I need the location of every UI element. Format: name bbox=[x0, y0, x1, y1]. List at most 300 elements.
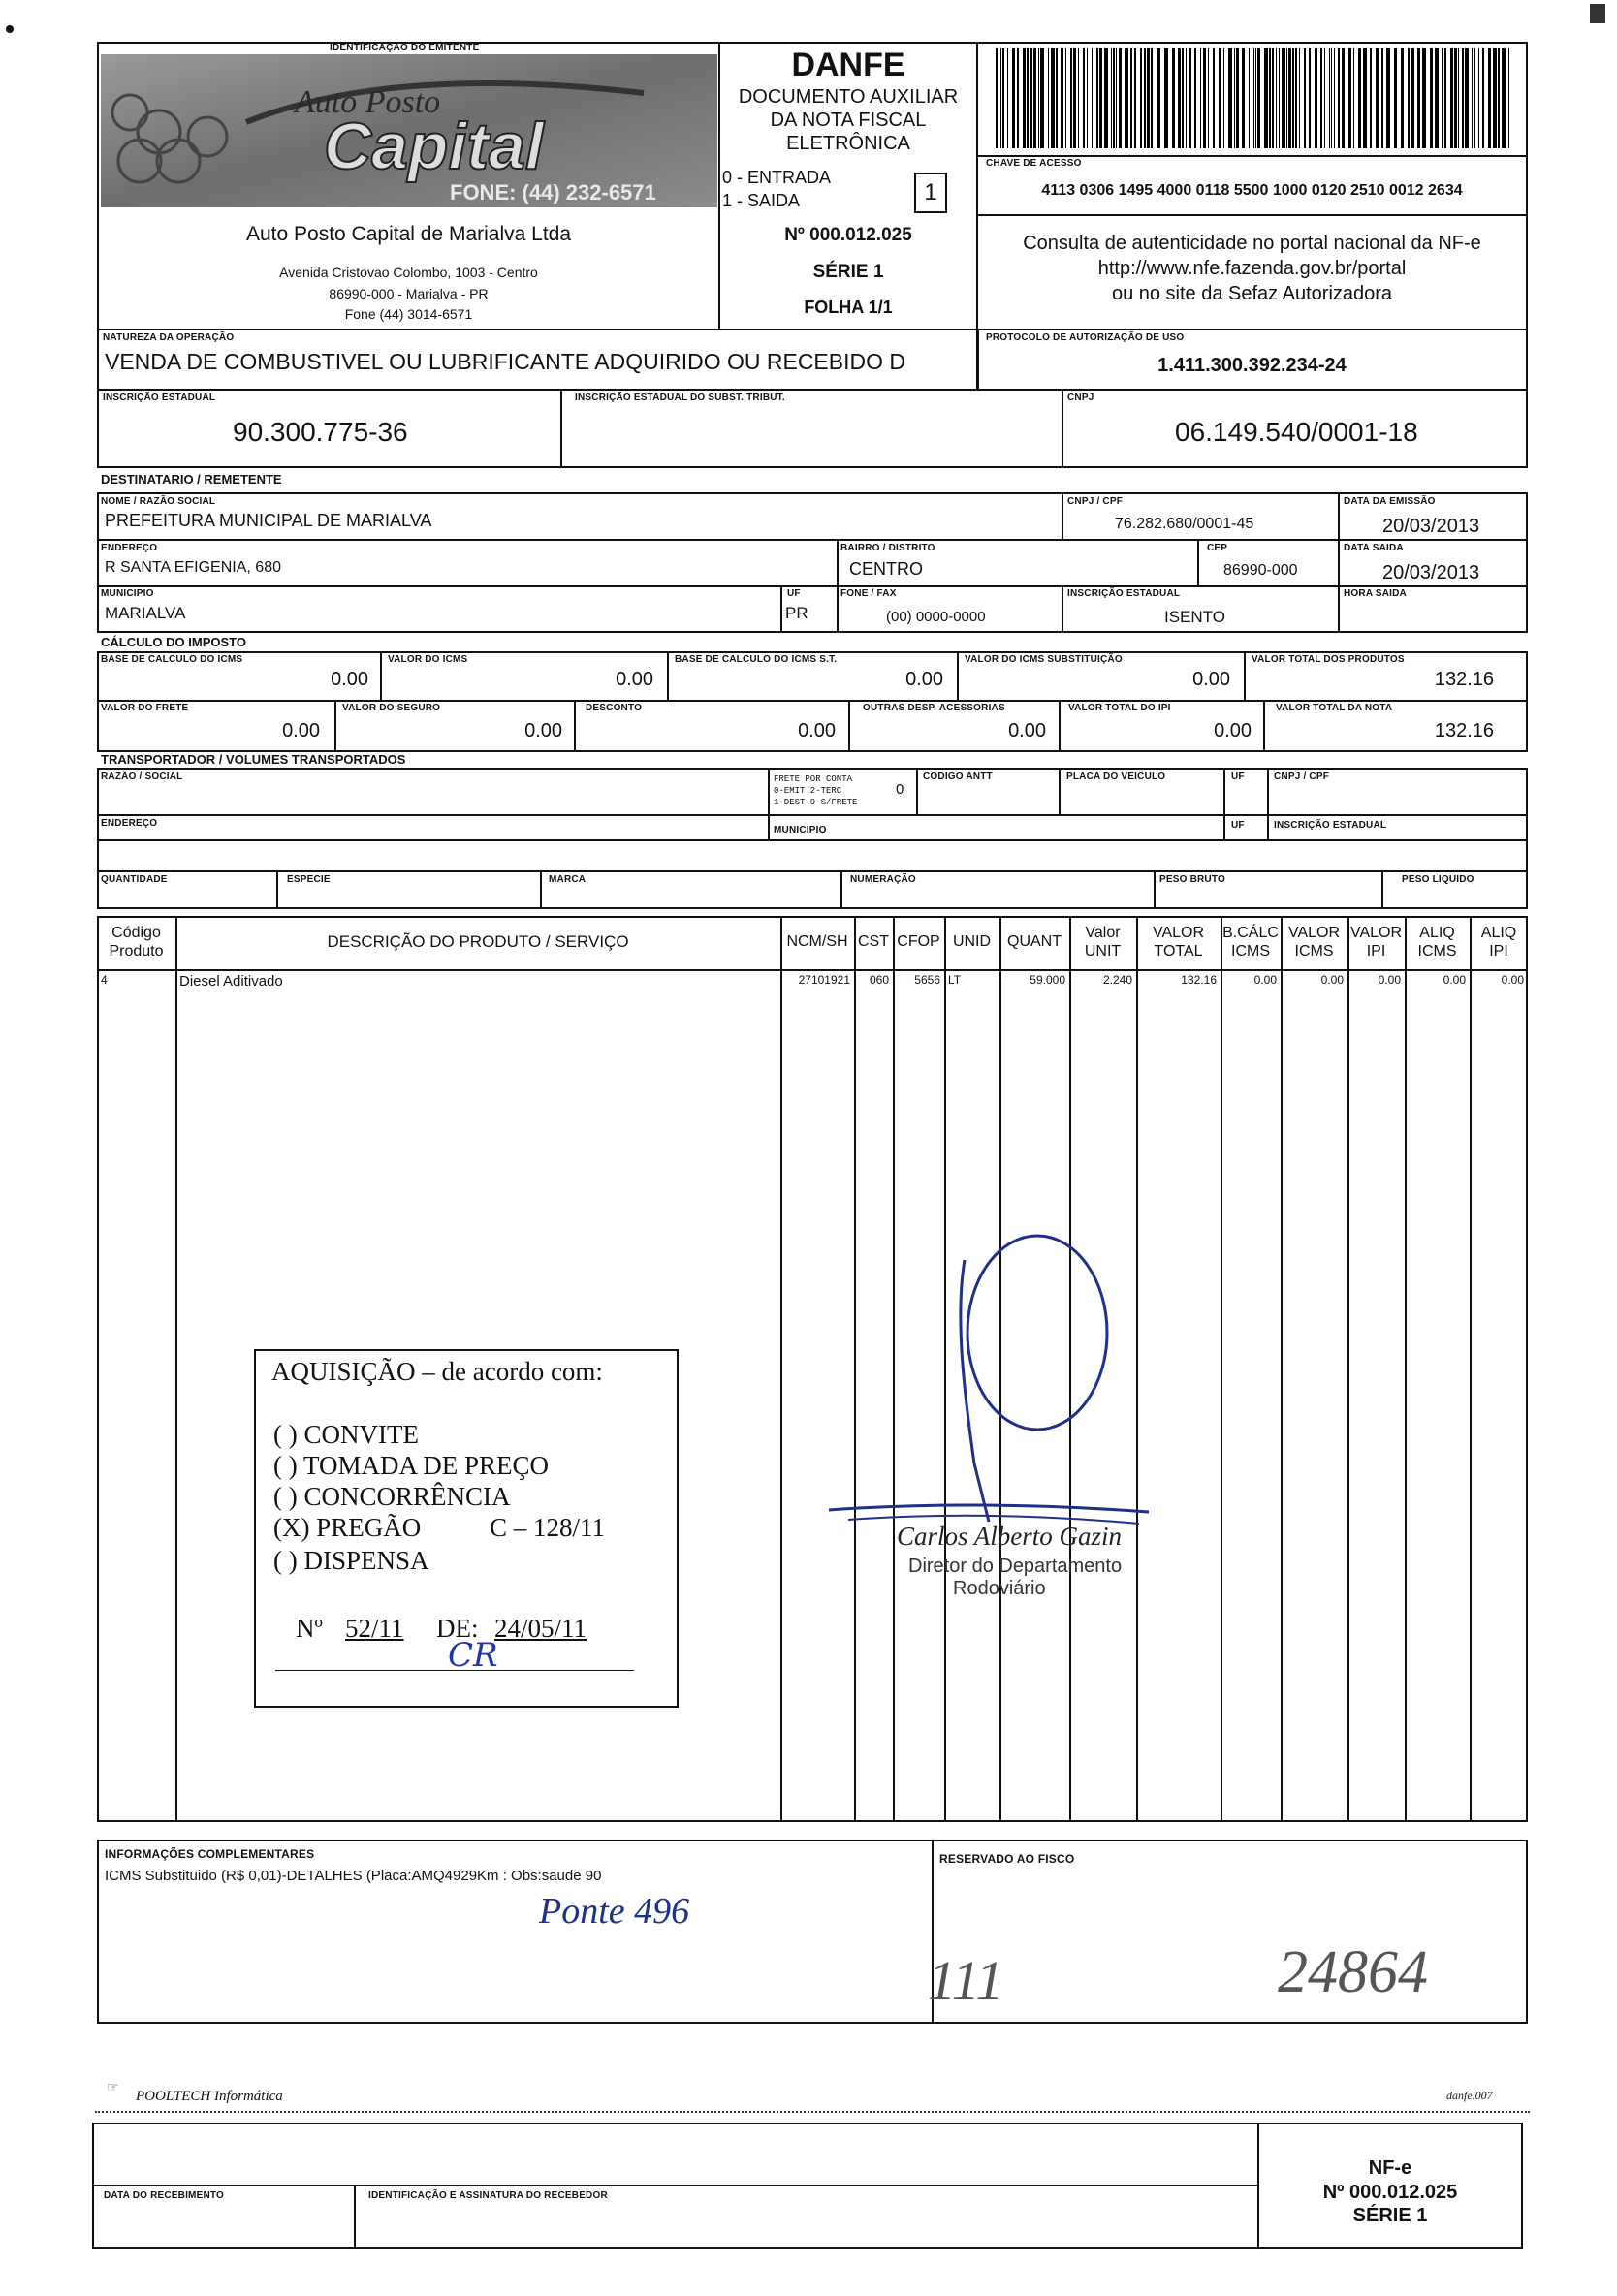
barcode-bar bbox=[1228, 48, 1232, 148]
especie-label: ESPECIE bbox=[287, 874, 331, 885]
dest-municipio-label: MUNICIPIO bbox=[101, 588, 154, 599]
barcode-bar bbox=[1125, 48, 1128, 148]
barcode-bar bbox=[1299, 48, 1300, 148]
dest-row-sep-1 bbox=[97, 539, 1528, 541]
transp-row-sep-1 bbox=[97, 814, 1528, 816]
seguro-label: VALOR DO SEGURO bbox=[342, 703, 441, 713]
dest-ie: ISENTO bbox=[1164, 608, 1225, 626]
protocolo-label: PROTOCOLO DE AUTORIZAÇÃO DE USO bbox=[986, 332, 1185, 343]
fisco-label: RESERVADO AO FISCO bbox=[939, 1852, 1075, 1866]
assinatura-label: IDENTIFICAÇÃO E ASSINATURA DO RECEBEDOR bbox=[368, 2190, 608, 2201]
consulta-line1: Consulta de autenticidade no portal nacional da NF-e bbox=[1023, 233, 1481, 254]
barcode-bar bbox=[1272, 48, 1274, 148]
stamp-pregao-ref: C – 128/11 bbox=[490, 1513, 606, 1542]
stamp-tomada: ( ) TOMADA DE PREÇO bbox=[273, 1451, 550, 1480]
ipi-label: VALOR TOTAL DO IPI bbox=[1068, 703, 1171, 713]
produtos-cell: 0.00 bbox=[1501, 973, 1524, 987]
produtos-col-header: ALIQ IPI bbox=[1480, 925, 1517, 959]
barcode-bar bbox=[1288, 48, 1291, 148]
recibo-numero: Nº 000.012.025 bbox=[1322, 2182, 1458, 2203]
software-logo-icon: ☞ bbox=[107, 2079, 119, 2094]
dest-uf: PR bbox=[785, 604, 808, 622]
company-logo bbox=[101, 54, 717, 207]
produtos-cell: 060 bbox=[869, 973, 889, 987]
stamp-title: AQUISIÇÃO – de acordo com: bbox=[271, 1357, 603, 1386]
emitente-label: IDENTIFICAÇÃO DO EMITENTE bbox=[330, 43, 480, 53]
dest-bairro: CENTRO bbox=[849, 559, 923, 579]
barcode-bar bbox=[1338, 48, 1340, 148]
barcode-bar bbox=[1178, 48, 1181, 148]
produtos-col-header: VALOR IPI bbox=[1349, 925, 1403, 959]
barcode-bar bbox=[1458, 48, 1459, 148]
dest-sep-r1b bbox=[1338, 492, 1340, 633]
barcode-bar bbox=[1111, 48, 1112, 148]
produtos-col-header: DESCRIÇÃO DO PRODUTO / SERVIÇO bbox=[327, 932, 629, 951]
outras-label: OUTRAS DESP. ACESSORIAS bbox=[863, 703, 1005, 713]
stamp-convite: ( ) CONVITE bbox=[273, 1420, 419, 1449]
stamp-numero: 52/11 bbox=[345, 1614, 404, 1643]
barcode-bar bbox=[1113, 48, 1115, 148]
natureza-label: NATUREZA DA OPERAÇÃO bbox=[103, 332, 235, 343]
barcode-bar bbox=[1213, 48, 1215, 148]
barcode-bar bbox=[1172, 48, 1175, 148]
barcode-bar bbox=[1422, 48, 1426, 148]
produtos-col-header: CST bbox=[858, 933, 889, 950]
barcode-bar bbox=[1194, 48, 1196, 148]
recibo-serie: SÉRIE 1 bbox=[1352, 2205, 1428, 2226]
barcode-bar bbox=[1164, 48, 1168, 148]
vol-sep-1 bbox=[276, 870, 278, 909]
transp-row-sep-2 bbox=[97, 839, 1528, 841]
fisco-handwritten-2: 24864 bbox=[1278, 1939, 1428, 2005]
seguro: 0.00 bbox=[524, 720, 562, 741]
recibo-nfe: NF-e bbox=[1368, 2157, 1412, 2179]
barcode-bar bbox=[1329, 48, 1330, 148]
dest-bairro-label: BAIRRO / DISTRITO bbox=[840, 543, 935, 553]
barcode-bar bbox=[1257, 48, 1260, 148]
barcode-bar bbox=[1381, 48, 1383, 148]
barcode-bar bbox=[1309, 48, 1311, 148]
barcode-bar bbox=[996, 48, 998, 148]
dest-saida: 20/03/2013 bbox=[1382, 562, 1480, 583]
base-icms: 0.00 bbox=[331, 669, 368, 690]
chave-divider-1 bbox=[976, 155, 1528, 157]
danfe-folha: FOLHA 1/1 bbox=[804, 298, 893, 317]
dest-nome: PREFEITURA MUNICIPAL DE MARIALVA bbox=[105, 511, 432, 530]
barcode-bar bbox=[1065, 48, 1066, 148]
barcode-bar bbox=[1295, 48, 1297, 148]
barcode-bar bbox=[1376, 48, 1379, 148]
consulta-line3: ou no site da Sefaz Autorizadora bbox=[1111, 283, 1393, 304]
corner-mark-right bbox=[1580, 0, 1617, 35]
transp-razao-label: RAZÃO / SOCIAL bbox=[101, 771, 183, 782]
barcode-bar bbox=[1040, 48, 1044, 148]
barcode-bar bbox=[1189, 48, 1191, 148]
barcode-bar bbox=[1236, 48, 1239, 148]
info-handwritten: Ponte 496 bbox=[539, 1891, 690, 1932]
transp-row-sep-3 bbox=[97, 870, 1528, 872]
form-code: danfe.007 bbox=[1446, 2089, 1493, 2102]
barcode-bar bbox=[1386, 48, 1390, 148]
dest-uf-label: UF bbox=[787, 588, 801, 599]
barcode-bar bbox=[1249, 48, 1250, 148]
emitente-name: Auto Posto Capital de Marialva Ltda bbox=[245, 223, 572, 245]
total-prod-label: VALOR TOTAL DOS PRODUTOS bbox=[1252, 654, 1405, 665]
consulta-line2: http://www.nfe.fazenda.gov.br/portal bbox=[1097, 258, 1407, 279]
barcode-bar bbox=[1478, 48, 1479, 148]
dest-emissao: 20/03/2013 bbox=[1382, 516, 1480, 537]
destinatario-section: DESTINATARIO / REMETENTE bbox=[101, 472, 282, 487]
barcode-bar bbox=[1140, 48, 1142, 148]
marca-label: MARCA bbox=[549, 874, 587, 885]
barcode-bar bbox=[1157, 48, 1160, 148]
produtos-cell: 5656 bbox=[914, 973, 940, 987]
dest-saida-label: DATA SAIDA bbox=[1344, 543, 1404, 553]
danfe-saida: 1 - SAIDA bbox=[722, 191, 801, 210]
produtos-cell: 0.00 bbox=[1320, 973, 1344, 987]
transp-sep-1 bbox=[768, 768, 770, 839]
barcode-bar bbox=[1286, 48, 1287, 148]
barcode-bar bbox=[1130, 48, 1132, 148]
barcode-bar bbox=[1474, 48, 1475, 148]
corner-mark-left bbox=[0, 19, 29, 48]
barcode-bar bbox=[1334, 48, 1335, 148]
barcode-bar bbox=[1208, 48, 1209, 148]
barcode-bar bbox=[1116, 48, 1117, 148]
inscricao-sep-2 bbox=[1062, 389, 1063, 468]
dest-cnpj: 76.282.680/0001-45 bbox=[1115, 516, 1254, 532]
fisco-handwritten-1: 111 bbox=[928, 1949, 1004, 2012]
barcode-bar bbox=[1411, 48, 1414, 148]
barcode-bar bbox=[1442, 48, 1443, 148]
dest-ie-label: INSCRIÇÃO ESTADUAL bbox=[1067, 588, 1181, 599]
dest-cep: 86990-000 bbox=[1223, 562, 1298, 579]
antt-label: CODIGO ANTT bbox=[923, 771, 993, 782]
barcode-bar bbox=[1304, 48, 1306, 148]
barcode-bar bbox=[1320, 48, 1322, 148]
barcode-bar bbox=[1099, 48, 1102, 148]
transportador-section: TRANSPORTADOR / VOLUMES TRANSPORTADOS bbox=[101, 752, 406, 767]
barcode-bar bbox=[1353, 48, 1354, 148]
outras: 0.00 bbox=[1008, 720, 1046, 741]
produtos-cell: Diesel Aditivado bbox=[179, 973, 283, 990]
signature-role1: Diretor do Departamento bbox=[908, 1556, 1123, 1577]
danfe-serie: SÉRIE 1 bbox=[812, 262, 884, 282]
dest-cnpj-label: CNPJ / CPF bbox=[1067, 496, 1124, 507]
info-label: INFORMAÇÕES COMPLEMENTARES bbox=[105, 1847, 315, 1861]
signature-name: Carlos Alberto Gazin bbox=[897, 1522, 1123, 1551]
barcode-bar bbox=[1096, 48, 1098, 148]
signature-drawing bbox=[819, 1221, 1168, 1541]
dest-row-sep-2 bbox=[97, 585, 1528, 587]
barcode-bar bbox=[1030, 48, 1032, 148]
barcode-bar bbox=[1219, 48, 1221, 148]
barcode bbox=[996, 48, 1509, 148]
barcode-bar bbox=[1508, 48, 1509, 148]
produtos-cell: 0.00 bbox=[1443, 973, 1466, 987]
barcode-bar bbox=[1017, 48, 1019, 148]
produtos-col-sep bbox=[1221, 916, 1222, 1822]
vol-sep-5 bbox=[1381, 870, 1383, 909]
frete-conta-l1: FRETE POR CONTA bbox=[774, 774, 853, 784]
protocolo-value: 1.411.300.392.234-24 bbox=[1157, 355, 1347, 376]
placa-label: PLACA DO VEICULO bbox=[1066, 771, 1166, 782]
barcode-bar bbox=[1462, 48, 1464, 148]
desconto-label: DESCONTO bbox=[586, 703, 643, 713]
barcode-bar bbox=[1087, 48, 1088, 148]
cut-line bbox=[95, 2111, 1530, 2113]
base-st: 0.00 bbox=[905, 669, 943, 690]
valor-icms-label: VALOR DO ICMS bbox=[388, 654, 468, 665]
barcode-bar bbox=[1498, 48, 1500, 148]
barcode-bar bbox=[1444, 48, 1446, 148]
produtos-col-sep bbox=[1470, 916, 1472, 1822]
barcode-bar bbox=[1092, 48, 1093, 148]
produtos-col-header: ALIQ ICMS bbox=[1417, 925, 1457, 959]
produtos-col-sep bbox=[1405, 916, 1407, 1822]
barcode-bar bbox=[1358, 48, 1361, 148]
produtos-col-header: VALOR ICMS bbox=[1287, 925, 1341, 959]
base-icms-label: BASE DE CALCULO DO ICMS bbox=[101, 654, 243, 665]
imposto-row-sep bbox=[97, 700, 1528, 702]
barcode-bar bbox=[1502, 48, 1506, 148]
barcode-bar bbox=[1450, 48, 1453, 148]
produtos-cell: 2.240 bbox=[1102, 973, 1132, 987]
recibo-mid-line bbox=[92, 2185, 1257, 2186]
dest-emissao-label: DATA DA EMISSÃO bbox=[1344, 496, 1436, 507]
barcode-bar bbox=[1023, 48, 1026, 148]
dest-hora-label: HORA SAIDA bbox=[1344, 588, 1407, 599]
barcode-bar bbox=[1435, 48, 1439, 148]
produtos-cell: 59.000 bbox=[1030, 973, 1065, 987]
barcode-bar bbox=[1408, 48, 1410, 148]
barcode-bar bbox=[1234, 48, 1235, 148]
vol-sep-4 bbox=[1154, 870, 1156, 909]
dest-cep-label: CEP bbox=[1207, 543, 1228, 553]
produtos-col-header: NCM/SH bbox=[786, 933, 848, 950]
signature-role2: Rodoviário bbox=[953, 1578, 1046, 1599]
produtos-col-sep bbox=[780, 916, 782, 1822]
produtos-cell: 4 bbox=[101, 973, 108, 987]
ipi: 0.00 bbox=[1214, 720, 1252, 741]
barcode-bar bbox=[1472, 48, 1473, 148]
barcode-bar bbox=[1134, 48, 1136, 148]
produtos-cell: 0.00 bbox=[1253, 973, 1277, 987]
transp-cnpj-label: CNPJ / CPF bbox=[1274, 771, 1330, 782]
peso-bruto-label: PESO BRUTO bbox=[1159, 874, 1225, 885]
barcode-bar bbox=[1048, 48, 1049, 148]
danfe-subtitle2: DA NOTA FISCAL bbox=[770, 110, 927, 131]
barcode-bar bbox=[1033, 48, 1036, 148]
barcode-bar bbox=[1061, 48, 1063, 148]
numeracao-label: NUMERAÇÃO bbox=[850, 874, 916, 885]
ie-label: INSCRIÇÃO ESTADUAL bbox=[103, 393, 216, 403]
barcode-bar bbox=[1186, 48, 1187, 148]
recibo-sep-1 bbox=[354, 2185, 356, 2249]
produtos-cell: 27101921 bbox=[798, 973, 850, 987]
barcode-bar bbox=[1012, 48, 1015, 148]
dest-sep-r3b bbox=[837, 585, 839, 633]
stamp-pregao: (X) PREGÃO bbox=[273, 1513, 422, 1542]
transp-sep-2 bbox=[916, 768, 918, 814]
emitente-address2: 86990-000 - Marialva - PR bbox=[329, 286, 489, 301]
vol-sep-2 bbox=[540, 870, 542, 909]
cnpj-value: 06.149.540/0001-18 bbox=[1175, 417, 1418, 447]
danfe-entrada: 0 - ENTRADA bbox=[722, 168, 832, 187]
chave-label: CHAVE DE ACESSO bbox=[986, 158, 1082, 169]
produtos-col-header: CFOP bbox=[897, 933, 940, 950]
barcode-bar bbox=[1073, 48, 1076, 148]
barcode-bar bbox=[1051, 48, 1055, 148]
barcode-bar bbox=[1269, 48, 1271, 148]
svg-text:Auto Posto: Auto Posto bbox=[295, 84, 441, 120]
barcode-bar bbox=[1488, 48, 1491, 148]
barcode-bar bbox=[1394, 48, 1397, 148]
transp-uf-label: UF bbox=[1231, 771, 1245, 782]
barcode-bar bbox=[1027, 48, 1029, 148]
barcode-bar bbox=[1242, 48, 1245, 148]
svg-text:FONE: (44) 232-6571: FONE: (44) 232-6571 bbox=[450, 180, 656, 204]
transp-ie-label: INSCRIÇÃO ESTADUAL bbox=[1274, 820, 1387, 831]
transp-sep-5 bbox=[1267, 768, 1269, 839]
valor-st: 0.00 bbox=[1192, 669, 1230, 690]
barcode-bar bbox=[1000, 48, 1001, 148]
barcode-bar bbox=[1147, 48, 1150, 148]
transp-uf2-label: UF bbox=[1231, 820, 1245, 831]
base-st-label: BASE DE CALCULO DO ICMS S.T. bbox=[675, 654, 838, 665]
dest-sep-r2a bbox=[837, 539, 839, 585]
quantidade-label: QUANTIDADE bbox=[101, 874, 168, 885]
barcode-bar bbox=[1493, 48, 1497, 148]
barcode-bar bbox=[1454, 48, 1457, 148]
barcode-bar bbox=[1370, 48, 1372, 148]
recebimento-label: DATA DO RECEBIMENTO bbox=[104, 2190, 224, 2201]
danfe-subtitle1: DOCUMENTO AUXILIAR bbox=[738, 86, 959, 108]
transp-municipio-label: MUNICIPIO bbox=[774, 825, 827, 835]
stamp-numero-label: Nº bbox=[296, 1614, 323, 1643]
dest-fone: (00) 0000-0000 bbox=[886, 609, 986, 625]
vol-sep-3 bbox=[840, 870, 842, 909]
valor-icms: 0.00 bbox=[616, 669, 653, 690]
barcode-bar bbox=[1223, 48, 1224, 148]
produtos-header-sep bbox=[97, 969, 1528, 971]
produtos-cell: LT bbox=[948, 973, 962, 987]
total-nota: 132.16 bbox=[1434, 720, 1494, 741]
barcode-bar bbox=[1255, 48, 1256, 148]
valor-st-label: VALOR DO ICMS SUBSTITUIÇÃO bbox=[965, 654, 1123, 665]
frete-conta-value: 0 bbox=[896, 781, 904, 798]
barcode-bar bbox=[1363, 48, 1367, 148]
stamp-dispensa: ( ) DISPENSA bbox=[273, 1546, 429, 1575]
produtos-col-sep bbox=[175, 916, 177, 1822]
danfe-tipo-box: 1 bbox=[914, 173, 947, 213]
barcode-bar bbox=[1331, 48, 1332, 148]
barcode-bar bbox=[1482, 48, 1484, 148]
barcode-bar bbox=[1417, 48, 1420, 148]
barcode-bar bbox=[1315, 48, 1317, 148]
barcode-bar bbox=[1253, 48, 1254, 148]
chave-value: 4113 0306 1495 4000 0118 5500 1000 0120 2510 0012 2634 bbox=[1041, 182, 1463, 199]
produtos-col-sep bbox=[1281, 916, 1283, 1822]
produtos-col-header: Código Produto bbox=[109, 925, 164, 959]
dest-endereco-label: ENDEREÇO bbox=[101, 543, 158, 553]
barcode-bar bbox=[1279, 48, 1280, 148]
dest-sep-r2b bbox=[1197, 539, 1199, 585]
inscricao-sep-1 bbox=[560, 389, 562, 468]
transp-endereco-label: ENDEREÇO bbox=[101, 818, 158, 829]
dest-nome-label: NOME / RAZÃO SOCIAL bbox=[101, 496, 216, 507]
produtos-col-header: QUANT bbox=[1007, 933, 1062, 950]
peso-liquido-label: PESO LIQUIDO bbox=[1402, 874, 1474, 885]
frete-label: VALOR DO FRETE bbox=[101, 703, 189, 713]
frete-conta-l2: 0-EMIT 2-TERC bbox=[774, 786, 842, 796]
produtos-col-sep bbox=[1348, 916, 1349, 1822]
barcode-bar bbox=[1276, 48, 1277, 148]
transp-sep-4 bbox=[1223, 768, 1225, 839]
barcode-bar bbox=[1104, 48, 1108, 148]
barcode-bar bbox=[1002, 48, 1004, 148]
barcode-bar bbox=[1292, 48, 1294, 148]
desconto: 0.00 bbox=[798, 720, 836, 741]
software-name: POOLTECH Informática bbox=[136, 2089, 283, 2104]
barcode-bar bbox=[1119, 48, 1122, 148]
barcode-bar bbox=[1401, 48, 1404, 148]
danfe-title: DANFE bbox=[791, 47, 905, 83]
barcode-bar bbox=[1083, 48, 1085, 148]
total-prod: 132.16 bbox=[1434, 669, 1494, 690]
barcode-bar bbox=[1324, 48, 1325, 148]
transp-sep-3 bbox=[1059, 768, 1061, 814]
frete: 0.00 bbox=[282, 720, 320, 741]
stamp-data-label: DE: bbox=[436, 1614, 479, 1643]
barcode-bar bbox=[1342, 48, 1345, 148]
dest-endereco: R SANTA EFIGENIA, 680 bbox=[105, 559, 281, 576]
frete-conta-l3: 1-DEST 9-S/FRETE bbox=[774, 798, 858, 807]
barcode-bar bbox=[1264, 48, 1268, 148]
ie-st-label: INSCRIÇÃO ESTADUAL DO SUBST. TRIBUT. bbox=[575, 393, 785, 403]
barcode-bar bbox=[1056, 48, 1058, 148]
dest-fone-label: FONE / FAX bbox=[840, 588, 897, 599]
barcode-bar bbox=[1203, 48, 1206, 148]
stamp-initials: CR bbox=[448, 1636, 498, 1675]
svg-text:Capital: Capital bbox=[324, 110, 544, 183]
barcode-bar bbox=[1007, 48, 1008, 148]
info-text: ICMS Substituido (R$ 0,01)-DETALHES (Placa:AMQ4929Km : Obs:saude 90 bbox=[105, 1868, 602, 1884]
barcode-bar bbox=[1070, 48, 1072, 148]
dest-municipio: MARIALVA bbox=[105, 604, 186, 622]
barcode-bar bbox=[1348, 48, 1351, 148]
dest-sep-r3a bbox=[780, 585, 782, 633]
natureza-value: VENDA DE COMBUSTIVEL OU LUBRIFICANTE ADQUIRIDO OU RECEBIDO D bbox=[105, 349, 906, 374]
produtos-cell: 0.00 bbox=[1378, 973, 1401, 987]
dest-sep-r1a bbox=[1062, 492, 1063, 539]
barcode-bar bbox=[1200, 48, 1201, 148]
barcode-bar bbox=[1151, 48, 1153, 148]
danfe-numero: Nº 000.012.025 bbox=[784, 225, 912, 245]
stamp-data: 24/05/11 bbox=[494, 1614, 587, 1643]
stamp-concorrencia: ( ) CONCORRÊNCIA bbox=[273, 1482, 511, 1511]
emitente-phone: Fone (44) 3014-6571 bbox=[344, 306, 473, 322]
total-nota-label: VALOR TOTAL DA NOTA bbox=[1276, 703, 1393, 713]
cnpj-label: CNPJ bbox=[1067, 393, 1094, 403]
produtos-col-header: Valor UNIT bbox=[1084, 925, 1122, 959]
barcode-bar bbox=[1038, 48, 1039, 148]
emitente-address1: Avenida Cristovao Colombo, 1003 - Centro bbox=[279, 265, 538, 280]
produtos-col-header: B.CÁLC ICMS bbox=[1222, 925, 1279, 959]
chave-divider-2 bbox=[976, 214, 1528, 216]
barcode-bar bbox=[1282, 48, 1285, 148]
barcode-bar bbox=[1078, 48, 1079, 148]
